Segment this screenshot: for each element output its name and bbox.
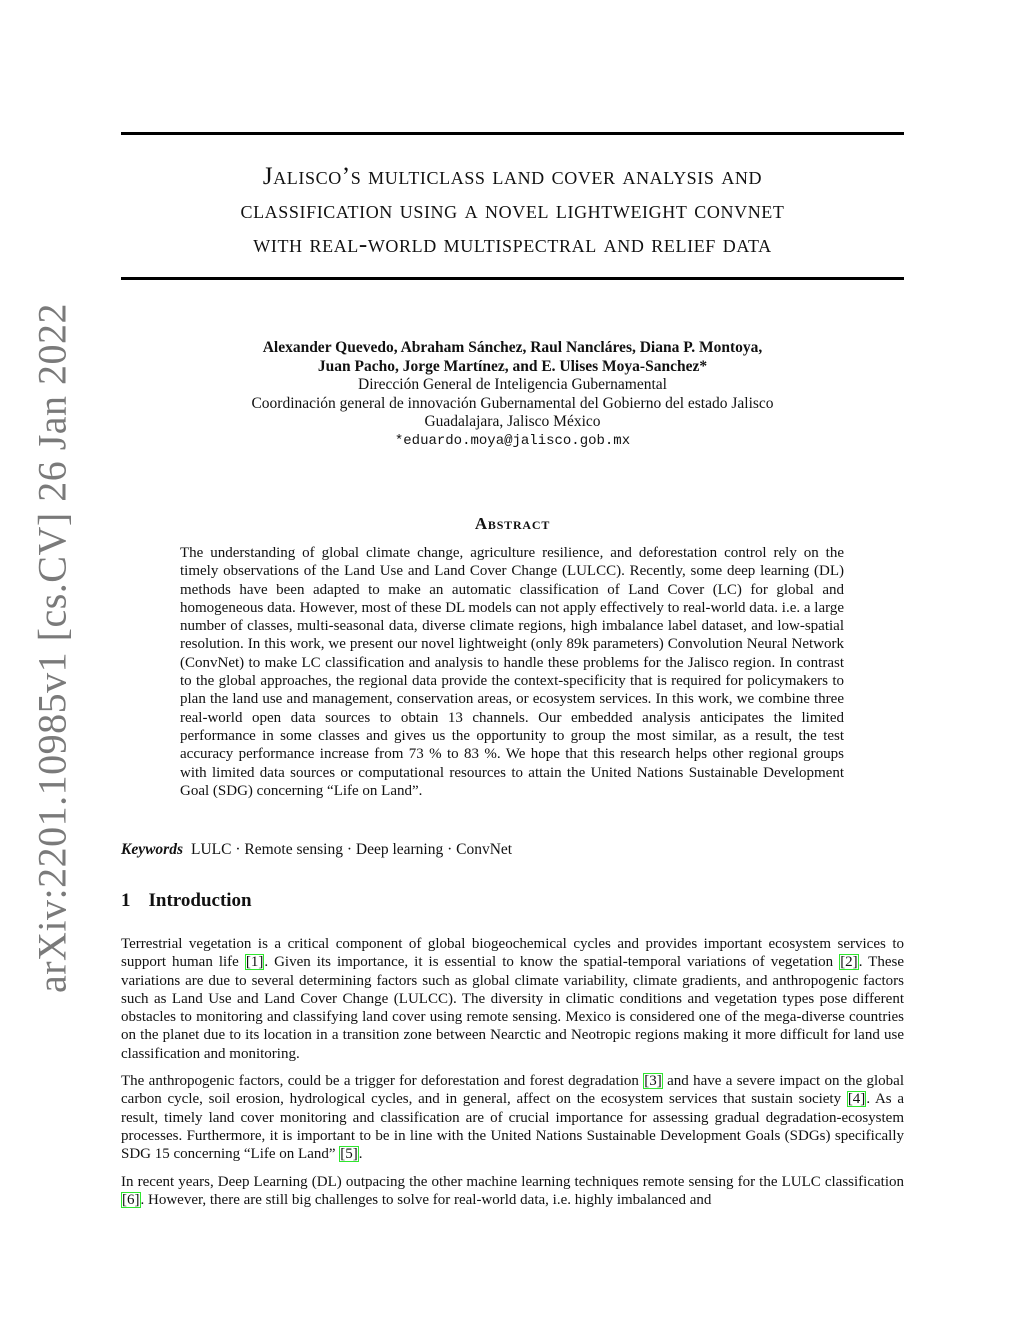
- title-line-2: classification using a novel lightweight convnet: [240, 197, 785, 224]
- title-line-1: Jalisco’s multiclass land cover analysis and: [262, 163, 763, 190]
- abstract-text: The understanding of global climate change, agriculture resilience, and deforestation control rely on the timely observations of the Land Use and Land Cover Change (LULCC). Recently, some deep learning (DL) methods have been adapted to make an automatic classification of Land Cover (LC) for global and homogeneous data. However, most of these DL models can not apply effectively to real-world data. i.e. a large number of classes, multi-seasonal data, diverse climate regions, high imbalance label dataset, and low-spatial resolution. In this work, we present our novel lightweight (only 89k parameters) Convolution Neural Network (ConvNet) to make LC classification and analysis to handle these problems for the Jalisco region. In contrast to the global approaches, the regional data provide the context-specificity that is required for policymakers to plan the land use and management, conservation areas, or ecosystem services. In this work, we combine three real-world open data sources to obtain 13 channels. Our embedded analysis anticipates the limited performance in some classes and gives us the opportunity to group the most similar, as a result, the test accuracy performance increase from 73 % to 83 %. We hope that this research helps other regional groups with limited data sources or computational resources to attain the United Nations Sustainable Development Goal (SDG) concerning “Life on Land”.: [180, 545, 844, 799]
- author-names-line-1: Alexander Quevedo, Abraham Sánchez, Raul Nancláres, Diana P. Montoya,: [262, 339, 763, 356]
- text-run: and have a severe impact on the global carbon cycle, soil erosion, hydrological cycles, and in general, affect on the ecosystem services that sustain society: [121, 1073, 905, 1108]
- keywords-line: [121, 841, 512, 859]
- citation-link-5[interactable]: [5]: [340, 1146, 358, 1163]
- title-rule-bottom: [121, 277, 904, 280]
- citation-link-1[interactable]: [1]: [245, 954, 264, 971]
- text-run: Terrestrial vegetation is a critical component of global biogeochemical cycles and provides important ecosystem services to support human life: [121, 936, 904, 971]
- author-block: [121, 339, 904, 450]
- keywords-values: LULC · Remote sensing · Deep learning · ConvNet: [191, 841, 513, 858]
- keywords-label: Keywords: [121, 841, 183, 858]
- abstract-heading: Abstract: [474, 514, 551, 533]
- section-number: 1: [121, 890, 131, 911]
- citation-link-2[interactable]: [2]: [840, 954, 858, 971]
- text-run: . However, there are still big challenges to solve for real-world data, i.e. highly imbalanced and: [140, 1191, 712, 1208]
- section-title: Introduction: [148, 890, 252, 911]
- affiliation-2: Coordinación general de innovación Gubernamental del Gobierno del estado Jalisco: [251, 394, 774, 412]
- text-run: In recent years, Deep Learning (DL) outpacing the other machine learning techniques remote sensing for the LULC classification: [121, 1173, 904, 1190]
- affiliation-location: Guadalajara, Jalisco México: [424, 413, 601, 430]
- citation-link-6[interactable]: [6]: [122, 1191, 140, 1208]
- citation-link-4[interactable]: [4]: [847, 1091, 866, 1108]
- citation-link-3[interactable]: [3]: [644, 1073, 662, 1090]
- text-run: .: [358, 1146, 363, 1163]
- paragraph-3: [121, 1173, 904, 1210]
- paragraph-2: [121, 1072, 904, 1163]
- introduction-body: [121, 935, 904, 1218]
- text-run: . As a result, timely land cover monitoring and classification are of crucial importance for assessing gradual degradation-ecosystem processes. Furthermore, it is important to be in line with the United Nations Sustainable Development Goals (SDGs) specifically SDG 15 concerning “Life on Land”: [121, 1091, 904, 1163]
- text-run: . These variations are due to several determining factors such as global climate variability, climate gradients, and anthropogenic factors such as Land Use and Land Cover Change (LULCC). The diversity in climatic conditions and vegetation types pose different obstacles to monitoring and classifying land cover using remote sensing. Mexico is considered one of the mega-diverse countries on the planet due to its location in a transition zone between Nearctic and Neotropic regions making it more difficult for land use classification and monitoring.: [121, 954, 904, 1062]
- text-run: The anthropogenic factors, could be a trigger for deforestation and forest degradation: [121, 1073, 644, 1090]
- paragraph-1: [121, 935, 904, 1063]
- paper-title: [121, 160, 904, 262]
- author-email: *eduardo.moya@jalisco.gob.mx: [394, 432, 631, 449]
- title-rule-top: [121, 132, 904, 135]
- affiliation-1: Dirección General de Inteligencia Gubernamental: [358, 376, 667, 393]
- arxiv-identifier: arXiv:2201.10985v1 [cs.CV] 26 Jan 2022: [29, 302, 75, 994]
- section-heading-introduction: [121, 890, 252, 912]
- author-names-line-2: Juan Pacho, Jorge Martínez, and E. Ulises Moya-Sanchez*: [317, 357, 708, 375]
- text-run: . Given its importance, it is essential to know the spatial-temporal variations of vegetation: [264, 954, 840, 971]
- title-line-3: with real-world multispectral and relief data: [253, 231, 772, 258]
